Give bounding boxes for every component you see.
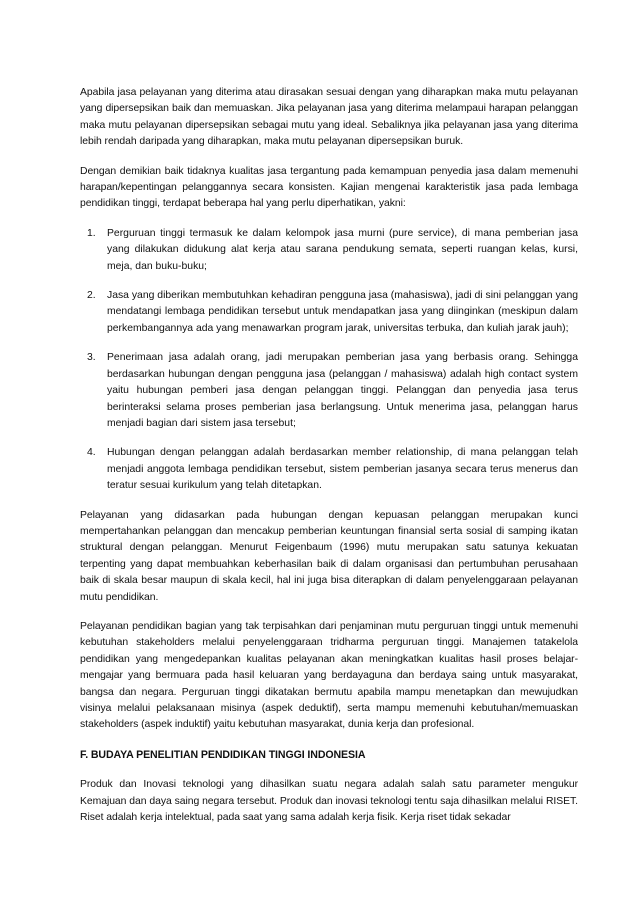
list-item: [80, 288, 578, 337]
list-text: Jasa yang diberikan membutuhkan kehadiran pengguna jasa (mahasiswa), jadi di sini pelanggan yang mendatangi lembaga pendidikan tersebut untuk mendapatkan jasa yang diinginkan (meskipun dalam perkembangannya ada yang menawarkan program jarak, universitas terbuka, dan kuliah jarak jauh);: [107, 290, 578, 334]
paragraph-service-quality: Apabila jasa pelayanan yang diterima atau dirasakan sesuai dengan yang diharapkan maka mutu pelayanan yang dipersepsikan baik dan memuaskan. Jika pelayanan jasa yang diterima melampaui harapan pelanggan maka mutu pelayanan dipersepsikan sebagai mutu yang ideal. Sebaliknya jika pelayanan jasa yang diterima lebih rendah daripada yang diharapkan, maka mutu pelayanan dipersepsikan buruk.: [80, 87, 578, 148]
list-text: Perguruan tinggi termasuk ke dalam kelompok jasa murni (pure service), di mana pemberian jasa yang dilakukan didukung alat kerja atau sarana pendukung semata, seperti ruangan kelas, kursi, meja, dan buku-buku;: [107, 227, 578, 272]
paragraph-customer-satisfaction: Pelayanan yang didasarkan pada hubungan dengan kepuasan pelanggan merupakan kunci mempertahankan pelanggan dan mencakup pemberian keuntungan finansial serta sosial di samping ikatan struktural dengan pelanggan. Menurut Feigenbaum (1996) mutu merupakan satu satunya kekuatan terpenting yang dapat membuahkan keberhasilan baik di dalam organisasi dan pertumbuhan perusahaan baik di skala besar maupun di skala kecil, hal ini juga bisa diterapkan di dalam penyelenggaraan pelayanan mutu pendidikan.: [80, 509, 578, 603]
list-item: [80, 350, 578, 432]
paragraph-education-service: Pelayanan pendidikan bagian yang tak terpisahkan dari penjaminan mutu perguruan tinggi untuk memenuhi kebutuhan stakeholders melalui penyelenggaraan tridharma perguruan tinggi. Manajemen tatakelola pendidikan yang mengedepankan kualitas pelayanan akan meningkatkan kualitas hasil proses belajar-mengajar yang bermuara pada hasil keluaran yang berdayaguna dan berdaya saing untuk masyarakat, bangsa dan negara. Perguruan tinggi dikatakan bermutu apabila mampu menetapkan dan mewujudkan visinya melalui pelaksanaan misinya (aspek deduktif), serta mampu memenuhi kebutuhan/memuaskan stakeholders (aspek induktif) yaitu kebutuhan masyarakat, dunia kerja dan profesional.: [80, 620, 578, 731]
list-text: Hubungan dengan pelanggan adalah berdasarkan member relationship, di mana pelanggan telah menjadi anggota lembaga pendidikan tersebut, sistem pemberian jasanya secara terus menerus dan teratur sesuai kurikulum yang telah ditetapkan.: [107, 447, 578, 492]
paragraph-research-culture: Produk dan Inovasi teknologi yang dihasilkan suatu negara adalah salah satu parameter mengukur Kemajuan dan daya saing negara tersebut. Produk dan inovasi teknologi tentu saja dihasilkan melalui RISET. Riset adalah kerja intelektual, pada saat yang sama adalah kerja fisik. Kerja riset tidak sekadar: [80, 779, 578, 824]
list-number: 3.: [87, 352, 96, 364]
section-heading: F. BUDAYA PENELITIAN PENDIDIKAN TINGGI INDONESIA: [80, 748, 366, 761]
list-number: 2.: [87, 290, 96, 302]
list-text: Penerimaan jasa adalah orang, jadi merupakan pemberian jasa yang berbasis orang. Sehingga berdasarkan hubungan dengan pengguna jasa (pelanggan / mahasiswa) adalah high contact system yaitu hubungan pemberi jasa dengan pelanggan tinggi. Pelanggan dan penyedia jasa terus berinteraksi selama proses pemberian jasa berlangsung. Untuk menerima jasa, pelanggan harus menjadi bagian dari sistem jasa tersebut;: [107, 352, 578, 429]
list-item: [80, 445, 578, 494]
characteristics-list: [80, 226, 578, 495]
list-number: 4.: [87, 447, 96, 459]
document-page: [80, 78, 578, 839]
list-number: 1.: [87, 227, 96, 239]
list-item: [80, 226, 578, 275]
paragraph-service-characteristics: Dengan demikian baik tidaknya kualitas jasa tergantung pada kemampuan penyedia jasa dalam memenuhi harapan/kepentingan pelanggannya secara konsisten. Kajian mengenai karakteristik jasa pada lembaga pendidikan tinggi, terdapat beberapa hal yang perlu diperhatikan, yakni:: [80, 165, 578, 210]
